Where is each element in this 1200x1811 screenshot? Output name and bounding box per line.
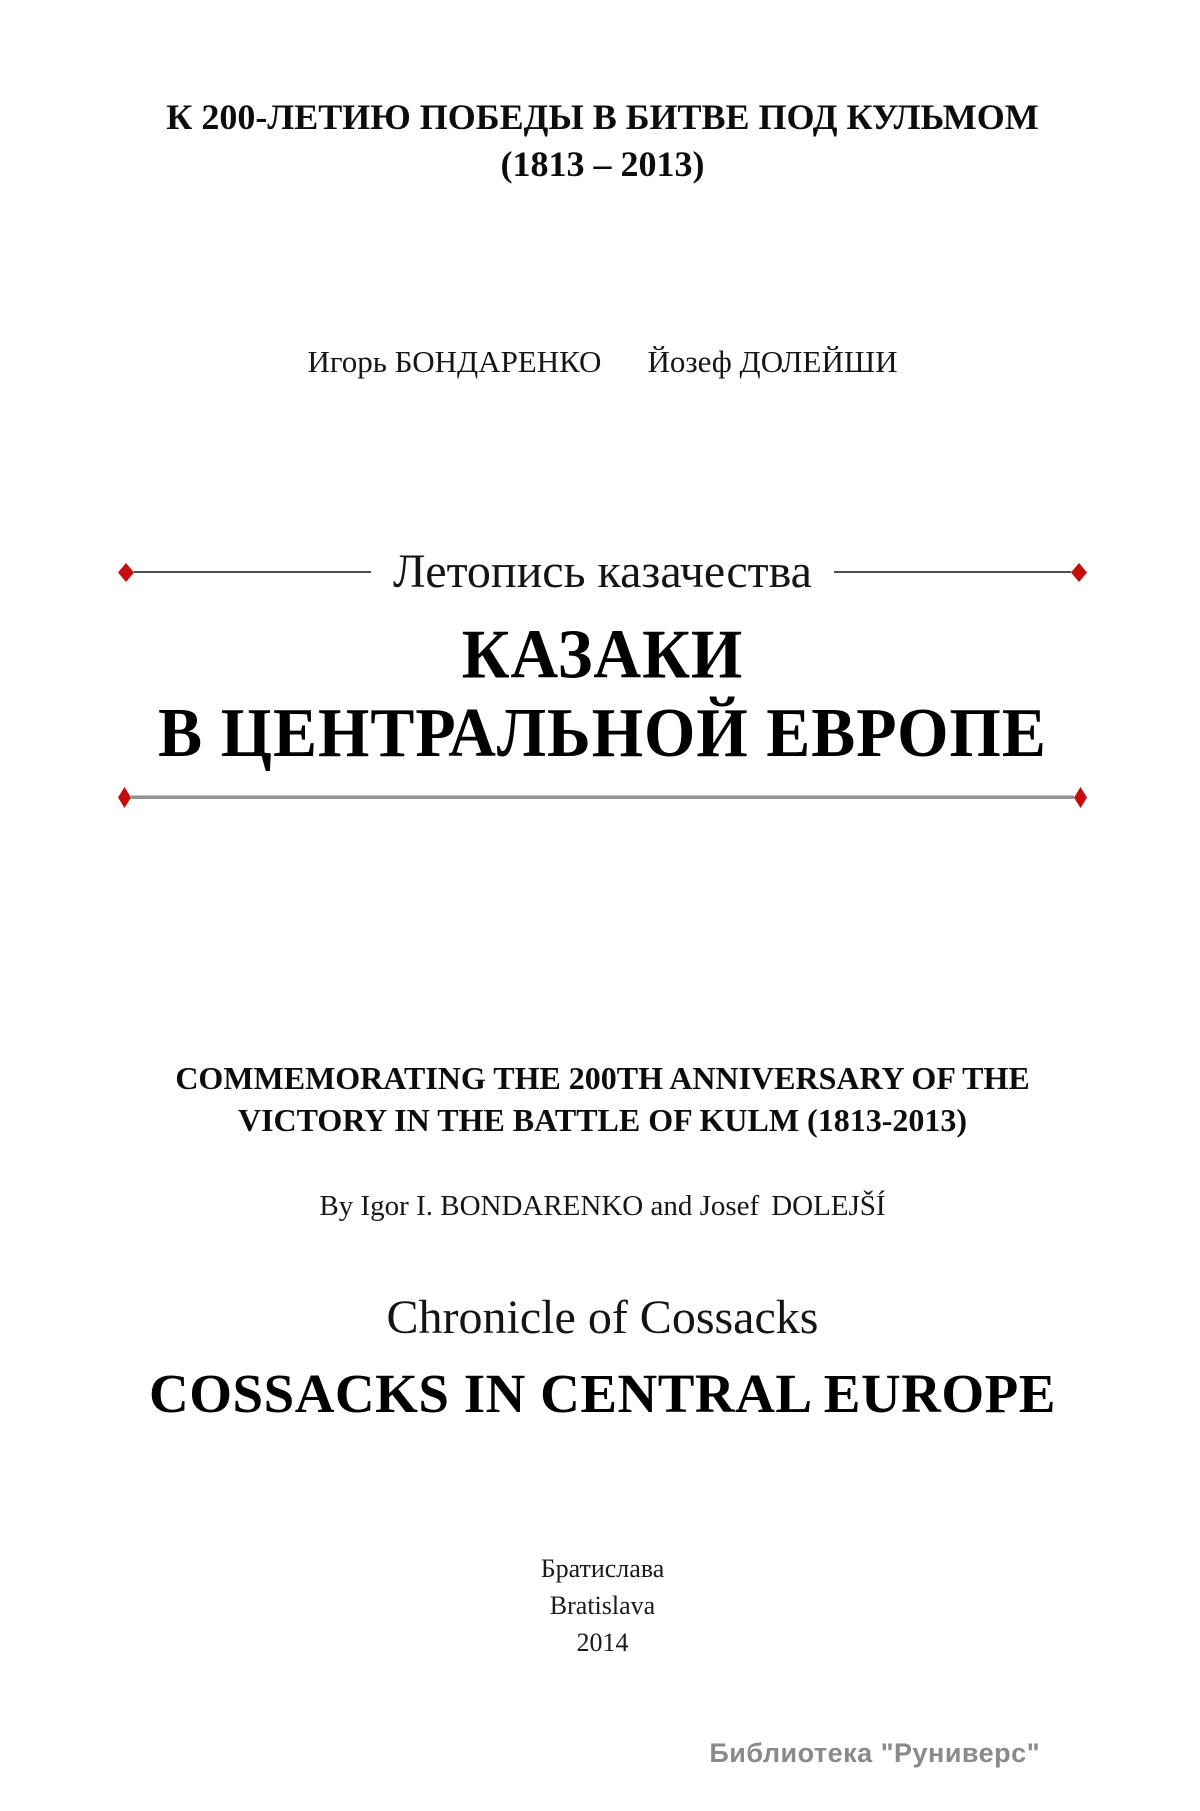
library-watermark: Библиотека "Руниверс" xyxy=(709,1738,1040,1768)
commemoration-heading-en xyxy=(118,1058,1087,1141)
byline-en xyxy=(118,1190,1087,1223)
diamond-icon xyxy=(1074,787,1087,808)
rule-line-right xyxy=(834,571,1071,573)
imprint-city-latin: Bratislava xyxy=(549,1591,656,1621)
byline-en-surname: DOLEJŠÍ xyxy=(771,1190,886,1222)
diamond-icon xyxy=(118,787,131,808)
byline-en-prefix: By Igor I. BONDARENKO and Josef xyxy=(319,1190,760,1222)
series-title-en: Chronicle of Cossacks xyxy=(386,1291,819,1344)
main-title-ru-line1: КАЗАКИ xyxy=(461,616,744,694)
commemoration-heading-ru-line1: К 200-ЛЕТИЮ ПОБЕДЫ В БИТВЕ ПОД КУЛЬМОМ xyxy=(166,97,1039,137)
rule-line xyxy=(131,795,1074,799)
main-title-en: COSSACKS IN CENTRAL EUROPE xyxy=(149,1363,1056,1424)
decorative-rule-bottom xyxy=(118,786,1087,808)
commemoration-heading-en-line2: VICTORY IN THE BATTLE OF KULM (1813-2013) xyxy=(237,1101,967,1138)
commemoration-date-range-ru: (1813 – 2013) xyxy=(500,143,705,184)
commemoration-heading-ru xyxy=(118,94,1087,188)
imprint xyxy=(118,1550,1087,1662)
author-name-ru-2: Йозеф ДОЛЕЙШИ xyxy=(647,344,898,379)
series-title-ru: Летопись казачества xyxy=(393,545,812,598)
diamond-icon xyxy=(1071,563,1087,582)
rule-line-left xyxy=(134,571,371,573)
commemoration-heading-en-line1: COMMEMORATING THE 200TH ANNIVERSARY OF THE xyxy=(175,1060,1030,1096)
authors-ru xyxy=(118,344,1087,380)
main-title-ru xyxy=(118,616,1087,773)
main-title-ru-line2: В ЦЕНТРАЛЬНОЙ ЕВРОПЕ xyxy=(158,694,1047,772)
author-name-ru-1: Игорь БОНДАРЕНКО xyxy=(307,344,602,379)
decorative-rule-top xyxy=(118,540,1087,604)
diamond-icon xyxy=(118,563,134,582)
imprint-city-ru: Братислава xyxy=(540,1554,665,1583)
imprint-year: 2014 xyxy=(576,1628,629,1658)
